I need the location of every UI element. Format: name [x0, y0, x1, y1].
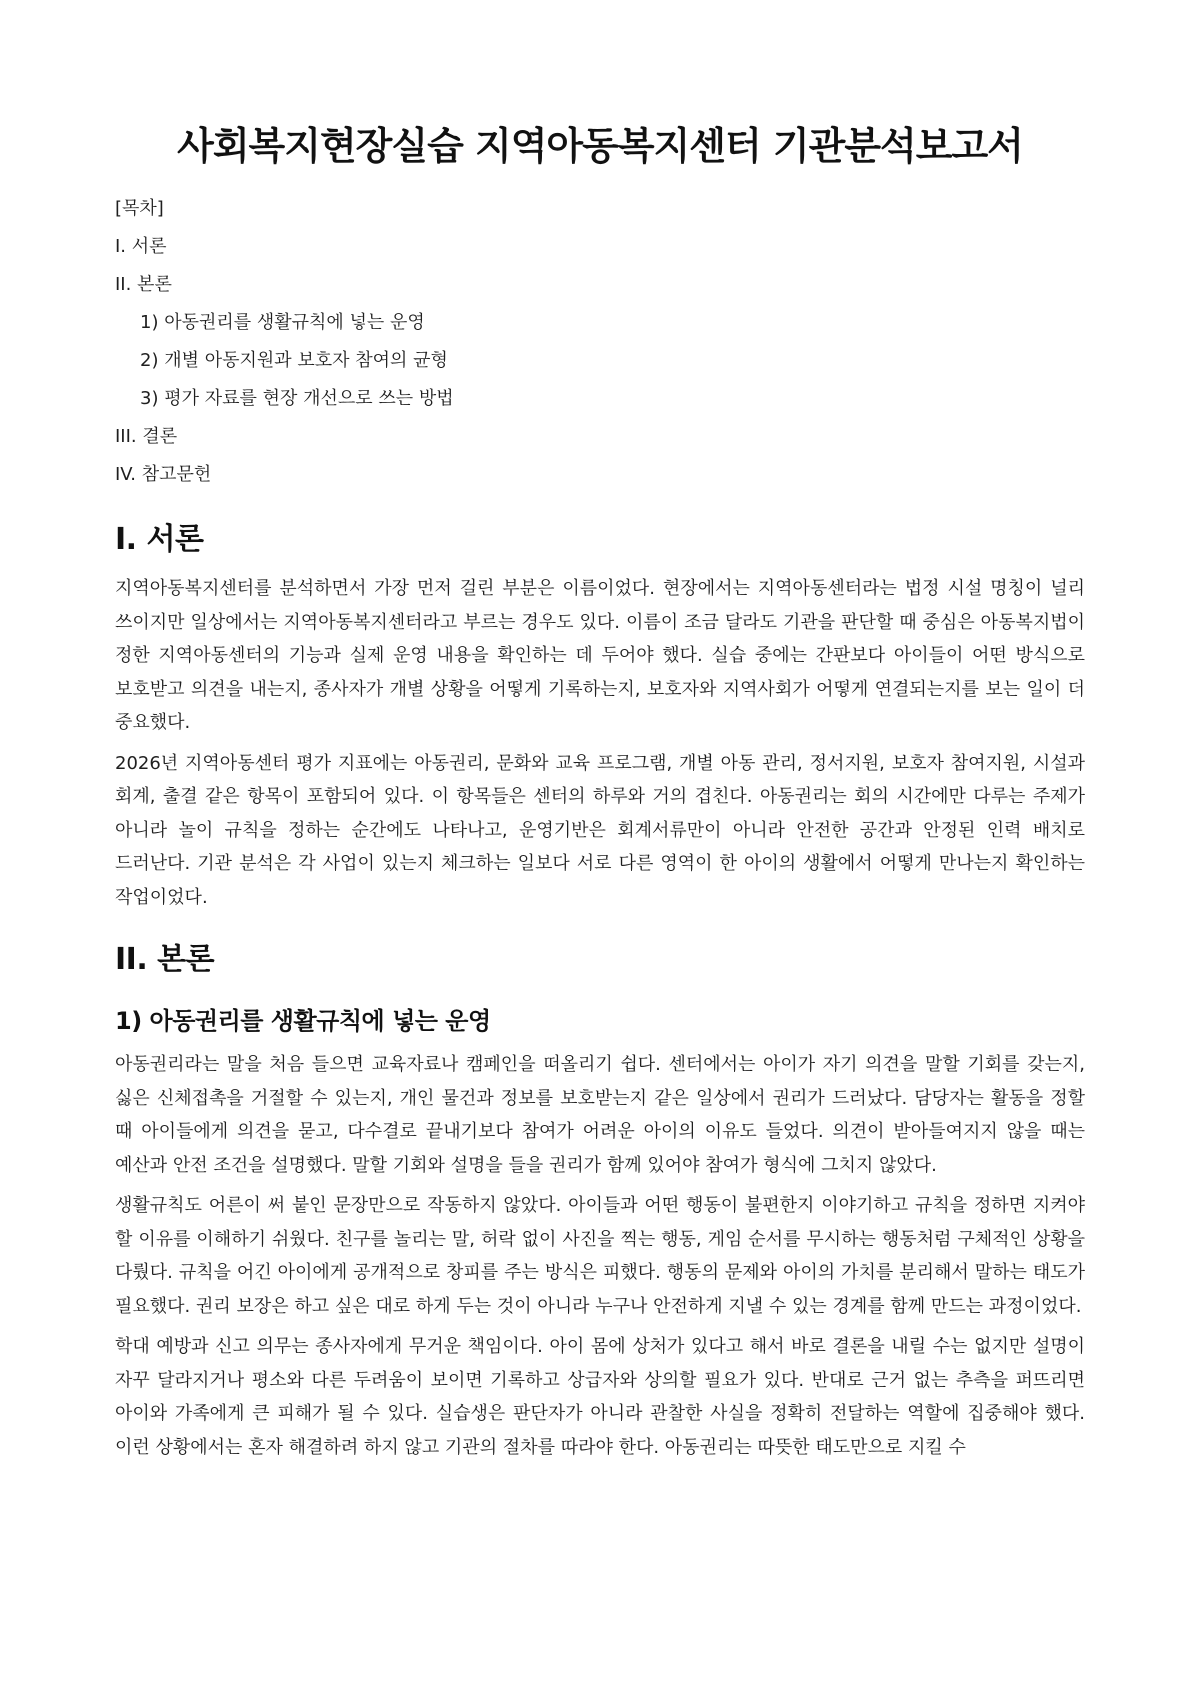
toc-item-body-sub2: 2) 개별 아동지원과 보호자 참여의 균형 [140, 350, 448, 371]
body-paragraph: 아동권리라는 말을 처음 들으면 교육자료나 캠페인을 떠올리기 쉽다. 센터에서는 아이가 자기 의견을 말할 기회를 갖는지, 싫은 신체접촉을 거절할 수 있는지, 개인 물건과 정보를 보호받는지 같은 일상에서 권리가 드러났다. 담당자는 활동을 정할 때 아이들에게 의견을 묻고, 다수결로 끝내기보다 참여가 어려운 아이의 이유도 들었다. 의견이 받아들여지지 않을 때는 예산과 안전 조건을 설명했다. 말할 기회와 설명을 들을 권리가 함께 있어야 참여가 형식에 그치지 않았다. [115, 1054, 1085, 1176]
toc-item-body-sub3: 3) 평가 자료를 현장 개선으로 쓰는 방법 [140, 388, 454, 409]
intro-paragraph: 2026년 지역아동센터 평가 지표에는 아동권리, 문화와 교육 프로그램, 개별 아동 관리, 정서지원, 보호자 참여지원, 시설과 회계, 출결 같은 항목이 포함되어 있다. 이 항목들은 센터의 하루와 거의 겹친다. 아동권리는 회의 시간에만 다루는 주제가 아니라 놀이 규칙을 정하는 순간에도 나타나고, 운영기반은 회계서류만이 아니라 안전한 공간과 안정된 인력 배치로 드러난다. 기관 분석은 각 사업이 있는지 체크하는 일보다 서로 다른 영역이 한 아이의 생활에서 어떻게 만나는지 확인하는 작업이었다. [115, 752, 1085, 908]
toc-item-body-sub1: 1) 아동권리를 생활규칙에 넣는 운영 [140, 312, 425, 333]
body-paragraph: 생활규칙도 어른이 써 붙인 문장만으로 작동하지 않았다. 아이들과 어떤 행동이 불편한지 이야기하고 규칙을 정하면 지켜야 할 이유를 이해하기 쉬웠다. 친구를 놀리는 말, 허락 없이 사진을 찍는 행동, 게임 순서를 무시하는 행동처럼 구체적인 상황을 다뤘다. 규칙을 어긴 아이에게 공개적으로 창피를 주는 방식은 피했다. 행동의 문제와 아이의 가치를 분리해서 말하는 태도가 필요했다. 권리 보장은 하고 싶은 대로 하게 두는 것이 아니라 누구나 안전하게 지낼 수 있는 경계를 함께 만드는 과정이었다. [115, 1195, 1085, 1317]
toc-item-conclusion: III. 결론 [115, 426, 178, 447]
section-heading-body: II. 본론 [115, 942, 215, 977]
toc-item-body: II. 본론 [115, 274, 172, 295]
subsection-child-rights [115, 1002, 1085, 1464]
body-paragraph: 학대 예방과 신고 의무는 종사자에게 무거운 책임이다. 아이 몸에 상처가 있다고 해서 바로 결론을 내릴 수는 없지만 설명이 자꾸 달라지거나 평소와 다른 두려움이 보이면 기록하고 상급자와 상의할 필요가 있다. 반대로 근거 없는 추측을 퍼뜨리면 아이와 가족에게 큰 피해가 될 수 있다. 실습생은 판단자가 아니라 관찰한 사실을 정확히 전달하는 역할에 집중해야 했다. 이런 상황에서는 혼자 해결하려 하지 않고 기관의 절차를 따라야 한다. 아동권리는 따뜻한 태도만으로 지킬 수 [115, 1336, 1085, 1458]
section-body [115, 938, 1085, 1464]
subsection-heading-child-rights: 1) 아동권리를 생활규칙에 넣는 운영 [115, 1007, 491, 1035]
document-title: 사회복지현장실습 지역아동복지센터 기관분석보고서 [177, 124, 1023, 168]
table-of-contents [115, 190, 1085, 494]
intro-paragraph: 지역아동복지센터를 분석하면서 가장 먼저 걸린 부분은 이름이었다. 현장에서는 지역아동센터라는 법정 시설 명칭이 널리 쓰이지만 일상에서는 지역아동복지센터라고 부르는 경우도 있다. 이름이 조금 달라도 기관을 판단할 때 중심은 아동복지법이 정한 지역아동센터의 기능과 실제 운영 내용을 확인하는 데 두어야 했다. 실습 중에는 간판보다 아이들이 어떤 방식으로 보호받고 의견을 내는지, 종사자가 개별 상황을 어떻게 기록하는지, 보호자와 지역사회가 어떻게 연결되는지를 보는 일이 더 중요했다. [115, 578, 1085, 733]
toc-item-references: IV. 참고문헌 [115, 464, 212, 485]
section-introduction [115, 518, 1085, 914]
section-heading-introduction: I. 서론 [115, 522, 204, 557]
toc-item-intro: I. 서론 [115, 236, 167, 257]
toc-heading: [목차] [115, 198, 164, 219]
